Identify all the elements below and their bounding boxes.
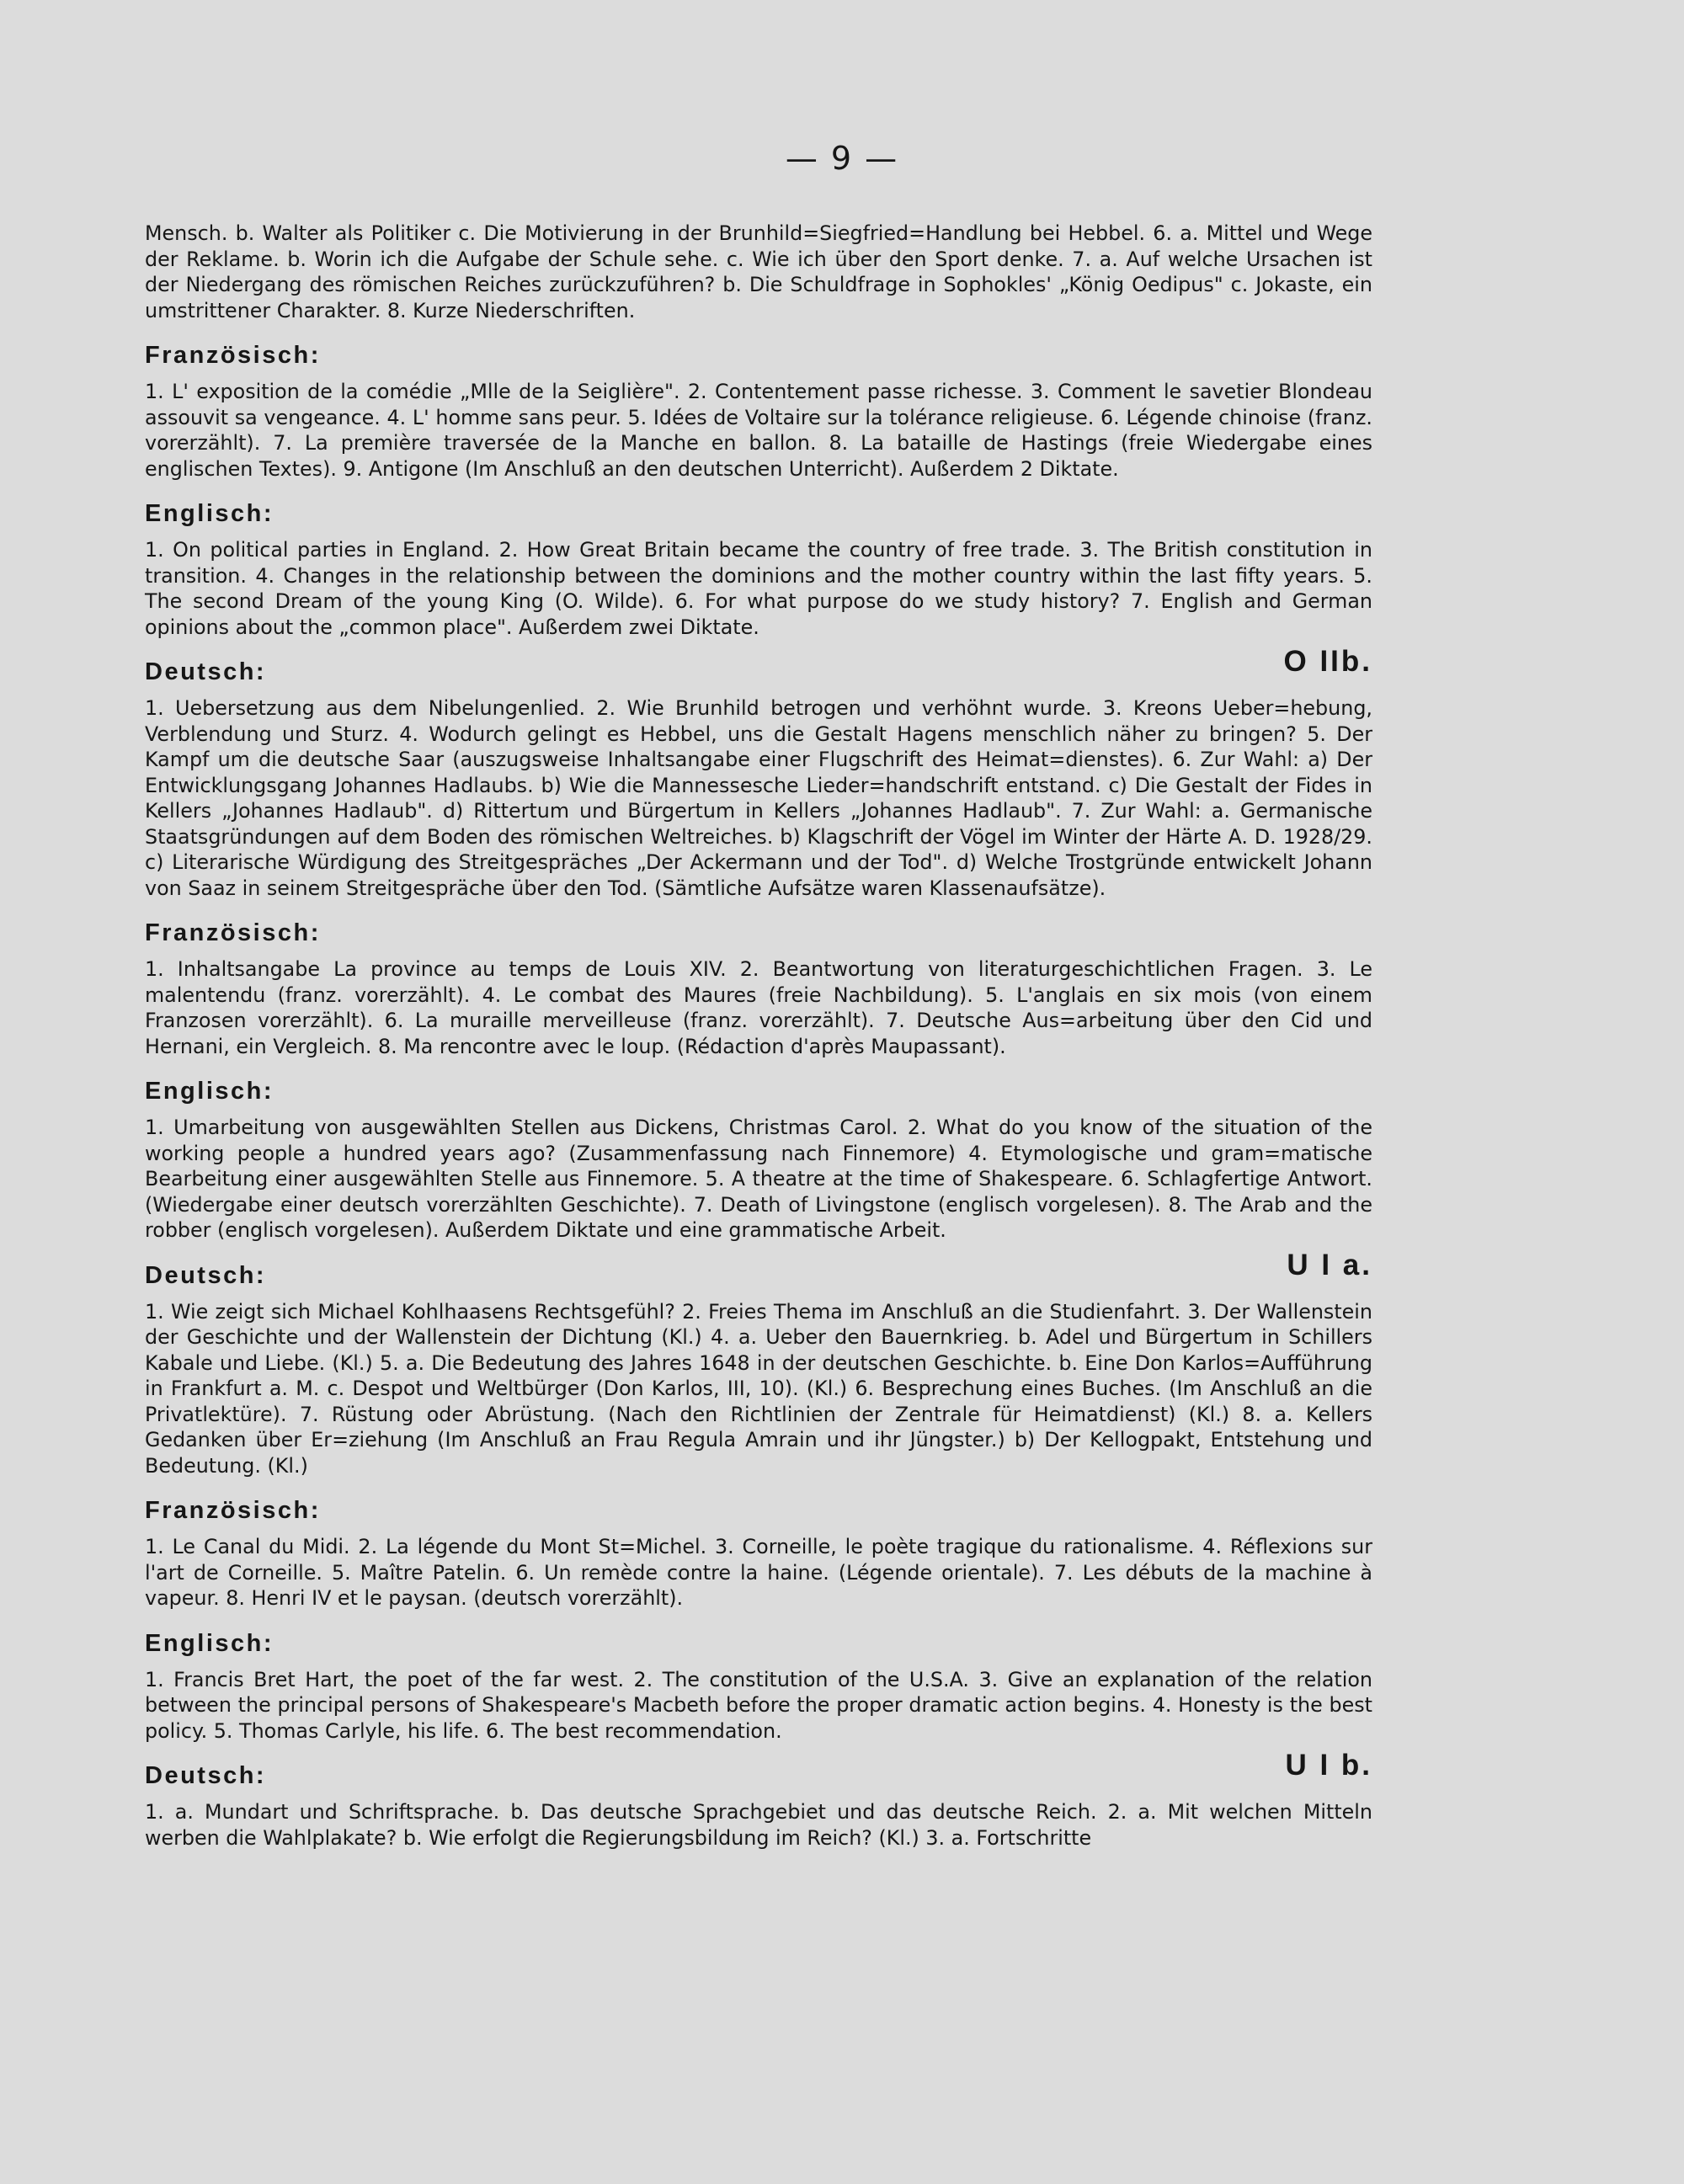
section-paragraph: 1. Francis Bret Hart, the poet of the far west. 2. The constitution of the U.S.A. 3. Give an explanation of the relation between the principal persons of Shakespeare's Macbeth before the proper dramatic action begins. 4. Honesty is the best policy. 5. Thomas Carlyle, his life. 6. The best recommendation. xyxy=(145,1667,1372,1743)
section-paragraph: 1. Uebersetzung aus dem Nibelungenlied. 2. Wie Brunhild betrogen und verhöhnt wurde. 3. Kreons Ueber=hebung, Verblendung und Sturz. 4. Wodurch gelingt es Hebbel, uns die Gestalt Hagens menschlich näher zu bringen? 5. Der Kampf um die deutsche Saar (auszugsweise Inhaltsangabe einer Flugschrift des Heimat=dienstes). 6. Zur Wahl: a) Der Entwicklungsgang Johannes Hadlaubs. b) Wie die Mannessesche Lieder=handschrift entstand. c) Die Gestalt der Fides in Kellers „Johannes Hadlaub". d) Rittertum und Bürgertum in Kellers „Johannes Hadlaub". 7. Zur Wahl: a. Germanische Staatsgründungen auf dem Boden des römischen Weltreiches. b) Klagschrift der Vögel im Winter der Härte A. D. 1928/29. c) Literarische Würdigung des Streitgespräches „Der Ackermann und der Tod". d) Welche Trostgründe entwickelt Johann von Saaz in seinem Streitgespräche über den Tod. (Sämtliche Aufsätze waren Klassenaufsätze). xyxy=(145,696,1372,900)
section-heading-englisch: Englisch: xyxy=(145,500,274,527)
section-heading-deutsch: Deutsch: xyxy=(145,1261,267,1289)
section-heading-row xyxy=(145,498,1372,529)
page-content xyxy=(145,221,1372,1851)
section-heading-deutsch: Deutsch: xyxy=(145,1762,267,1789)
section-heading-franzoesisch: Französisch: xyxy=(145,342,321,369)
section-heading-franzoesisch: Französisch: xyxy=(145,1497,321,1524)
section-paragraph: 1. a. Mundart und Schriftsprache. b. Das deutsche Sprachgebiet und das deutsche Reich. 2. a. Mit welchen Mitteln werben die Wahlplakate? b. Wie erfolgt die Regierungsbildung im Reich? (Kl.) 3. a. Fortschritte xyxy=(145,1800,1372,1850)
page-number: — 9 — xyxy=(785,140,899,177)
section-paragraph: 1. Wie zeigt sich Michael Kohlhaasens Rechtsgefühl? 2. Freies Thema im Anschluß an die Studienfahrt. 3. Der Wallenstein der Geschichte und der Wallenstein der Dichtung (Kl.) 4. a. Ueber den Bauernkrieg. b. Adel und Bürgertum in Schillers Kabale und Liebe. (Kl.) 5. a. Die Bedeutung des Jahres 1648 in der deutschen Geschichte. b. Eine Don Karlos=Aufführung in Frankfurt a. M. c. Despot und Weltbürger (Don Karlos, III, 10). (Kl.) 6. Besprechung eines Buches. (Im Anschluß an die Privatlektüre). 7. Rüstung oder Abrüstung. (Nach den Richtlinien der Zentrale für Heimatdienst) (Kl.) 8. a. Kellers Gedanken über Er=ziehung (Im Anschluß an Frau Regula Amrain und ihr Jüngster.) b) Der Kellogpakt, Entstehung und Bedeutung. (Kl.) xyxy=(145,1299,1372,1478)
section-heading-row xyxy=(145,918,1372,948)
section-paragraph: 1. L' exposition de la comédie „Mlle de la Seiglière". 2. Contentement passe richesse. 3. Comment le savetier Blondeau assouvit sa vengeance. 4. L' homme sans peur. 5. Idées de Voltaire sur la tolérance religieuse. 6. Légende chinoise (franz. vorerzählt). 7. La première traversée de la Manche en ballon. 8. La bataille de Hastings (freie Wiedergabe eines englischen Textes). 9. Antigone (Im Anschluß an den deutschen Unterricht). Außerdem 2 Diktate. xyxy=(145,380,1372,481)
section-heading-row xyxy=(145,1248,1372,1291)
section-heading-row xyxy=(145,340,1372,370)
section-heading-row xyxy=(145,1495,1372,1526)
class-label-uia: U I a. xyxy=(1287,1248,1372,1281)
intro-paragraph: Mensch. b. Walter als Politiker c. Die Motivierung in der Brunhild=Siegfried=Handlung bei Hebbel. 6. a. Mittel und Wege der Reklame. b. Worin ich die Aufgabe der Schule sehe. c. Wie ich über den Sport denke. 7. a. Auf welche Ursachen ist der Niedergang des römischen Reiches zurückzuführen? b. Die Schuldfrage in Sophokles' „König Oedipus" c. Jokaste, ein umstrittener Charakter. 8. Kurze Niederschriften. xyxy=(145,221,1372,322)
section-heading-row xyxy=(145,1628,1372,1659)
section-paragraph: 1. Inhaltsangabe La province au temps de Louis XIV. 2. Beantwortung von literaturgeschichtlichen Fragen. 3. Le malentendu (franz. vorerzählt). 4. Le combat des Maures (freie Nachbildung). 5. L'anglais en six mois (von einem Franzosen vorerzählt). 6. La muraille merveilleuse (franz. vorerzählt). 7. Deutsche Aus=arbeitung über den Cid und Hernani, ein Vergleich. 8. Ma rencontre avec le loup. (Rédaction d'après Maupassant). xyxy=(145,957,1372,1058)
section-paragraph: 1. Le Canal du Midi. 2. La légende du Mont St=Michel. 3. Corneille, le poète tragique du rationalisme. 4. Réflexions sur l'art de Corneille. 5. Maître Patelin. 6. Un remède contre la haine. (Légende orientale). 7. Les débuts de la machine à vapeur. 8. Henri IV et le paysan. (deutsch vorerzählt). xyxy=(145,1535,1372,1610)
class-label-uib: U I b. xyxy=(1285,1749,1372,1782)
section-heading-englisch: Englisch: xyxy=(145,1629,274,1657)
section-heading-franzoesisch: Französisch: xyxy=(145,919,321,946)
section-heading-deutsch: Deutsch: xyxy=(145,658,267,685)
section-heading-row xyxy=(145,1749,1372,1791)
section-paragraph: 1. Umarbeitung von ausgewählten Stellen aus Dickens, Christmas Carol. 2. What do you know of the situation of the working people a hundred years ago? (Zusammenfassung nach Finnemore) 4. Etymologische und gram=matische Bearbeitung einer ausgewählten Stelle aus Finnemore. 5. A theatre at the time of Shakespeare. 6. Schlagfertige Antwort. (Wiedergabe einer deutsch vorerzählten Geschichte). 7. Death of Livingstone (englisch vorgelesen). 8. The Arab and the robber (englisch vorgelesen). Außerdem Diktate und eine grammatische Arbeit. xyxy=(145,1116,1372,1242)
class-label-oiib: O IIb. xyxy=(1283,645,1372,678)
section-heading-row xyxy=(145,1076,1372,1106)
section-heading-englisch: Englisch: xyxy=(145,1078,274,1105)
section-heading-row xyxy=(145,645,1372,687)
section-paragraph: 1. On political parties in England. 2. How Great Britain became the country of free trade. 3. The British constitution in transition. 4. Changes in the relationship between the dominions and the mother country within the last fifty years. 5. The second Dream of the young King (O. Wilde). 6. For what purpose do we study history? 7. English and German opinions about the „common place". Außerdem zwei Diktate. xyxy=(145,538,1372,639)
